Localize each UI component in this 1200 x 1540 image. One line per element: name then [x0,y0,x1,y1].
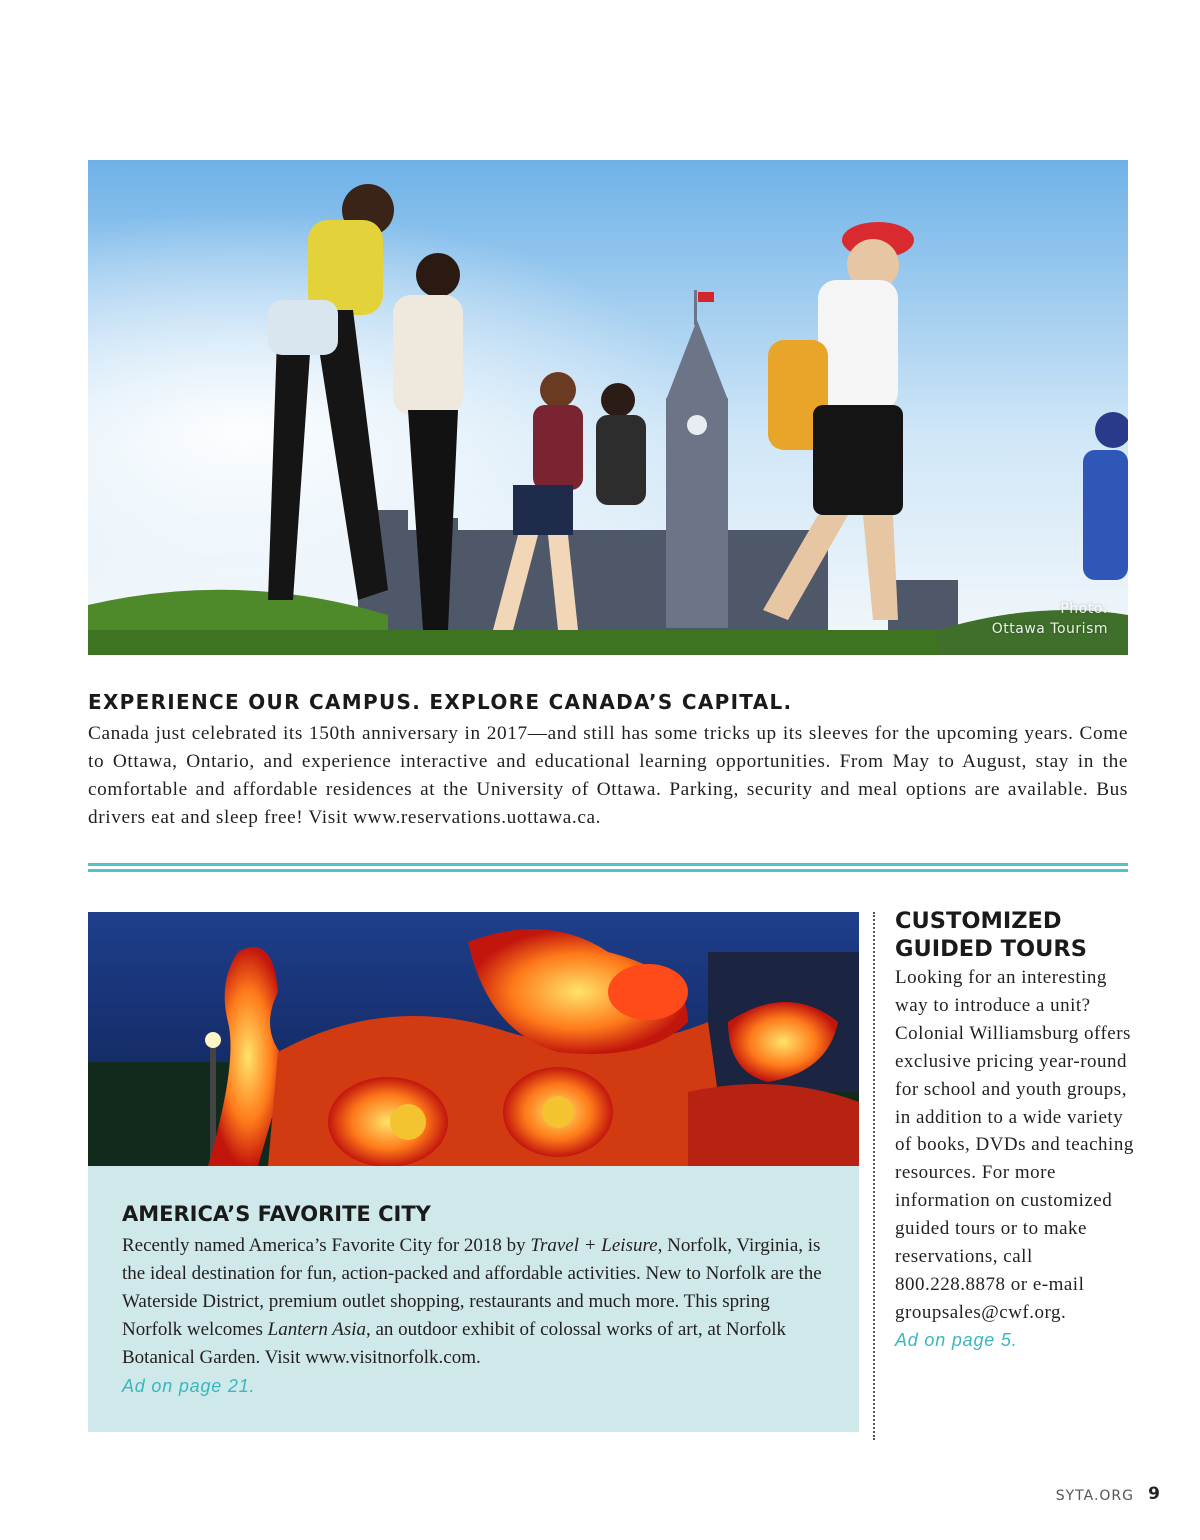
williamsburg-body [895,964,1135,1355]
footer-site: SYTA.ORG [1055,1488,1134,1504]
norfolk-body [122,1232,828,1401]
photo-credit-label: Photo: [1060,601,1108,617]
norfolk-body-text: Recently named America’s Favorite City for 2018 by [122,1235,531,1256]
norfolk-body-text: , Norfolk, Virginia, is the ideal destination for fun, action-packed and affordable activities. New to Norfolk are the Waterside District, premium outlet shopping, restaurants and much more. This spring Norfolk welcomes [122,1235,822,1340]
ottawa-photo [88,160,1128,655]
canada-body: Canada just celebrated its 150th anniversary in 2017—and still has some tricks up its sleeves for the upcoming years. Come to Ottawa, Ontario, and experience interactive and educational learning opportunities. From May to August, stay in the comfortable and affordable residences at the University of Ottawa. Parking, security and meal options are available. Bus drivers eat and sleep free! Visit www.reservations.uottawa.ca. [88,723,1128,828]
page-number: 9 [1148,1484,1160,1504]
norfolk-magazine-name: Travel + Leisure [530,1235,658,1256]
canada-heading: EXPERIENCE OUR CAMPUS. EXPLORE CANADA’S CAPITAL. [88,690,793,714]
norfolk-box [88,1166,859,1432]
column-rule [873,912,875,1440]
photo-credit-source: Ottawa Tourism [991,621,1108,637]
norfolk-body-text: , an outdoor exhibit of colossal works of art, at Norfolk Botanical Garden. Visit www.visitnorfolk.com. [122,1319,787,1368]
williamsburg-body-text: Looking for an interesting way to introduce a unit? Colonial Williamsburg offers exclusive pricing year-round for school and youth groups, in addition to a wide variety of books, DVDs and teaching resources. For more information on customized guided tours or to make reservations, call 800.228.8878 or e-mail groupsales@cwf.org. [895,967,1134,1323]
photo-credit [992,599,1108,639]
norfolk-exhibit-name: Lantern Asia [267,1319,366,1340]
williamsburg-title: CUSTOMIZED GUIDED TOURS [895,908,1087,962]
williamsburg-ad-link[interactable]: Ad on page 5. [895,1329,1018,1350]
lantern-photo [88,912,859,1166]
norfolk-title: AMERICA’S FAVORITE CITY [122,1202,431,1226]
section-divider [88,863,1128,873]
norfolk-ad-link[interactable]: Ad on page 21. [122,1376,256,1396]
